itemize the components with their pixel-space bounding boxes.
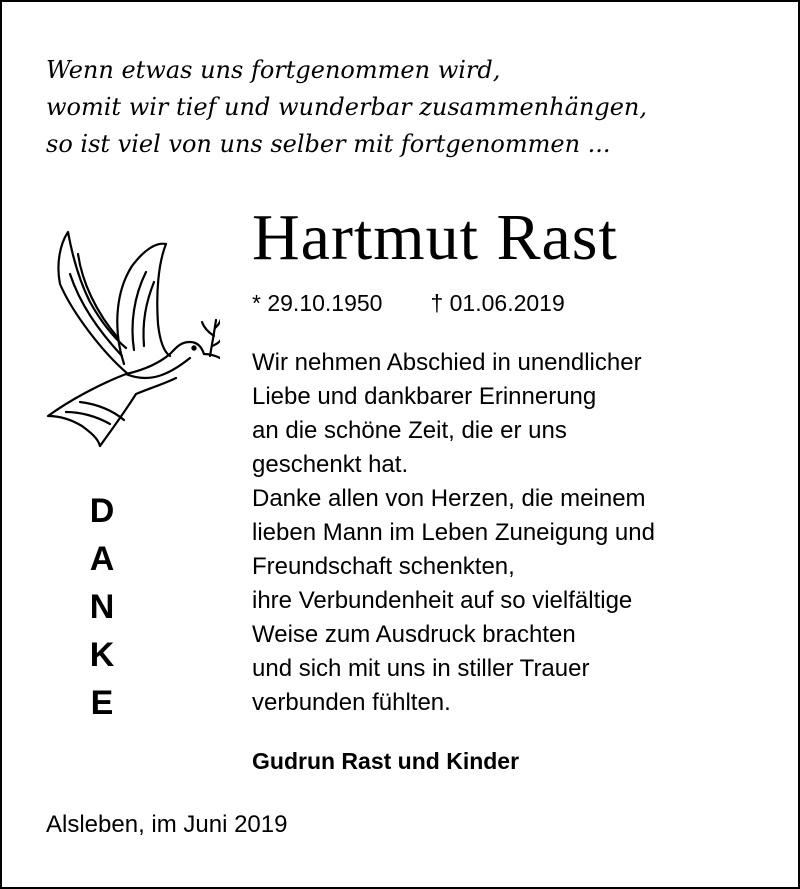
danke-letter-e: E xyxy=(90,684,114,722)
danke-letter-n: N xyxy=(89,588,115,626)
message-line: Wir nehmen Abschied in unendlicher xyxy=(252,349,642,376)
message-line: an die schöne Zeit, die er uns xyxy=(252,417,567,444)
message xyxy=(252,346,655,720)
danke-letter-d: D xyxy=(89,492,115,530)
quote-line-1: Wenn etwas uns fortgenommen wird, xyxy=(46,56,501,84)
signature: Gudrun Rast und Kinder xyxy=(252,748,520,774)
death-date: † 01.06.2019 xyxy=(430,290,565,316)
danke-letter-a: A xyxy=(89,540,115,578)
quote-line-2: womit wir tief und wunderbar zusammenhängen, xyxy=(46,93,648,121)
message-line: und sich mit uns in stiller Trauer xyxy=(252,655,590,682)
message-line: verbunden fühlten. xyxy=(252,689,451,716)
danke-letter-k: K xyxy=(89,636,115,674)
message-line: ihre Verbundenheit auf so vielfältige xyxy=(252,587,633,614)
quote-line-3: so ist viel von uns selber mit fortgenommen ... xyxy=(46,130,611,158)
message-line: Freundschaft schenkten, xyxy=(252,553,515,580)
deceased-name: Hartmut Rast xyxy=(252,201,618,274)
message-line: geschenkt hat. xyxy=(252,451,409,478)
quote xyxy=(46,52,647,163)
dove-icon xyxy=(40,224,220,464)
message-line: Liebe und dankbarer Erinnerung xyxy=(252,383,597,410)
message-line: Weise zum Ausdruck brachten xyxy=(252,621,576,648)
message-line: lieben Mann im Leben Zuneigung und xyxy=(252,519,655,546)
life-dates xyxy=(252,288,565,318)
place-date: Alsleben, im Juni 2019 xyxy=(46,811,288,838)
danke-vertical xyxy=(72,487,132,727)
message-line: Danke allen von Herzen, die meinem xyxy=(252,485,646,512)
birth-date: * 29.10.1950 xyxy=(252,290,383,316)
